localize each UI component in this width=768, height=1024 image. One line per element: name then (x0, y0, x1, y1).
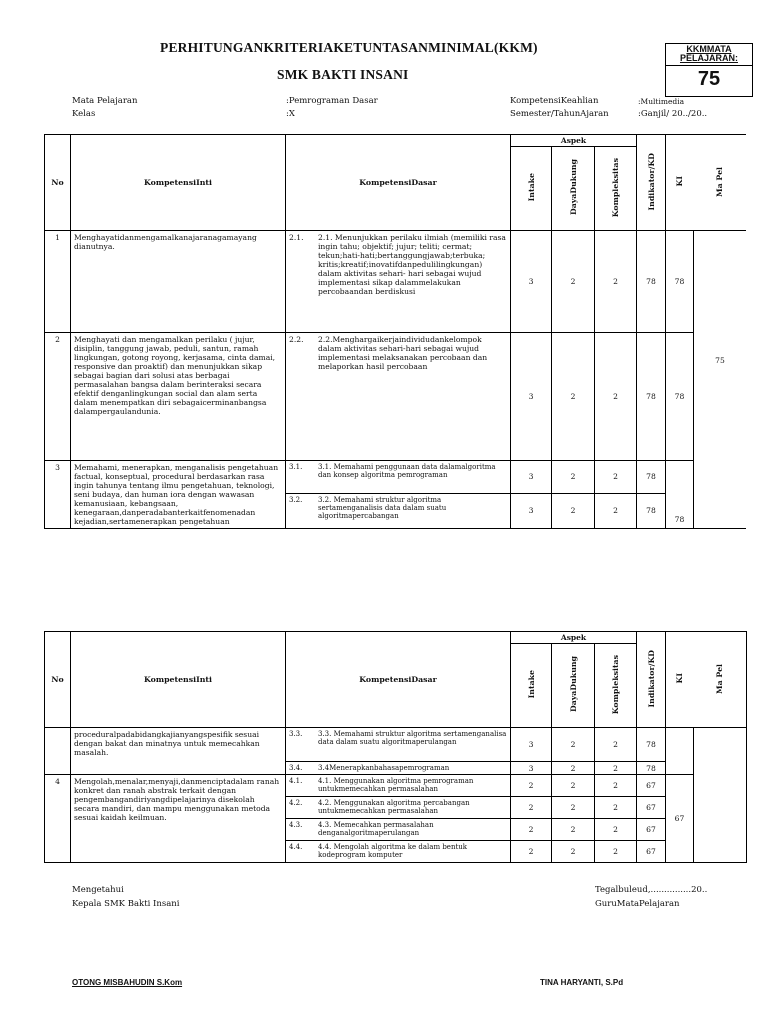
kd-cell (286, 728, 511, 762)
daya-dukung-value: 2 (552, 775, 595, 797)
daya-dukung-value: 2 (552, 461, 595, 494)
kompleksitas-value: 2 (595, 819, 637, 841)
kd-cell (286, 841, 511, 863)
kompetensi-label: KompetensiKeahlian (510, 96, 599, 106)
kompleksitas-value: 2 (595, 762, 637, 775)
indikator-value: 78 (637, 333, 666, 461)
kd-text: 2.2.Menghargaikerjaindividudankelompok dalam aktivitas sehari-hari sebagai wujud implementasi melaksanakan percobaan dan melaporkan hasil percobaan (318, 335, 488, 371)
kd-number: 4.2. (289, 799, 303, 807)
header-ki-col: KI (675, 673, 685, 684)
kd-number: 2.1. (289, 233, 304, 242)
intake-value: 2 (511, 841, 552, 863)
semester-value: :Ganjil/ 20../20.. (638, 109, 708, 119)
kd-number: 3.3. (289, 730, 303, 738)
kompleksitas-value: 2 (595, 797, 637, 819)
header-daya-dukung: DayaDukung (568, 656, 578, 713)
kkm-label-1: KKMMATA (686, 44, 732, 54)
indikator-value: 67 (637, 841, 666, 863)
kd-cell (286, 493, 511, 528)
kd-number: 3.2. (289, 495, 303, 504)
headmaster-name: OTONG MISBAHUDIN S.Kom (72, 978, 183, 987)
header-indikator: Indikator/KD (646, 152, 656, 211)
daya-dukung-value: 2 (552, 841, 595, 863)
intake-value: 2 (511, 775, 552, 797)
kd-number: 4.4. (289, 843, 303, 851)
row-no: 1 (45, 231, 71, 333)
table-row (45, 231, 747, 333)
row-no: 3 (45, 461, 71, 529)
intake-value: 3 (511, 493, 552, 528)
intake-value: 3 (511, 728, 552, 762)
row-no: 2 (45, 333, 71, 461)
teacher-name: TINA HARYANTI, S.Pd (540, 978, 624, 987)
kkm-value: 75 (697, 68, 721, 90)
kd-cell (286, 762, 511, 775)
mapel-value: :Pemrograman Dasar (286, 96, 378, 106)
table-row (45, 461, 747, 494)
table-row (45, 728, 747, 762)
ki-text: proceduralpadabidangkajianyangspesifik sesuai dengan bakat dan minatnya untuk memecahkan masalah. (71, 728, 286, 775)
daya-dukung-value: 2 (552, 333, 595, 461)
header-aspek: Aspek (511, 135, 637, 147)
indikator-value: 67 (637, 819, 666, 841)
header-kompleksitas: Kompleksitas (611, 157, 620, 218)
header-ki-col: KI (675, 176, 685, 187)
kompleksitas-value: 2 (595, 333, 637, 461)
table-row (45, 333, 747, 461)
header-kd: KompetensiDasar (286, 632, 511, 728)
kkm-table-2 (44, 631, 747, 863)
header-mapel-col: Ma Pel (715, 663, 725, 694)
daya-dukung-value: 2 (552, 493, 595, 528)
header-aspek: Aspek (511, 632, 637, 644)
intake-value: 2 (511, 819, 552, 841)
intake-value: 3 (511, 461, 552, 494)
daya-dukung-value: 2 (552, 819, 595, 841)
kompleksitas-value: 2 (595, 231, 637, 333)
sign-right-line-2: GuruMataPelajaran (595, 899, 680, 909)
document-title: PERHITUNGANKRITERIAKETUNTASANMINIMAL(KKM) (160, 40, 538, 55)
ki-text: Mengolah,menalar,menyaji,danmenciptadalam ranah konkret dan ranah abstrak terkait dengan pengembangandiriyangdipelajarinya disekolah secara mandiri, dan mampu menggunakan metoda sesuai kaidah keilmuan. (71, 775, 286, 863)
kd-number: 3.1. (289, 463, 303, 471)
semester-label: Semester/TahunAjaran (510, 109, 609, 119)
kd-number: 4.1. (289, 777, 303, 785)
kd-text: 4.4. Mengolah algoritma ke dalam bentuk kodeprogram komputer (318, 843, 468, 859)
header-indikator: Indikator/KD (646, 649, 656, 708)
header-daya-dukung: DayaDukung (568, 159, 578, 216)
kd-text: 3.1. Memahami penggunaan data dalamalgoritma dan konsep algoritma pemrograman (318, 463, 496, 479)
intake-value: 3 (511, 762, 552, 775)
header-kd: KompetensiDasar (286, 135, 511, 231)
kompleksitas-value: 2 (595, 841, 637, 863)
kompleksitas-value: 2 (595, 461, 637, 494)
daya-dukung-value: 2 (552, 728, 595, 762)
ki-text: Menghayatidanmengamalkanajaranagamayang dianutnya. (71, 231, 286, 333)
header-intake: Intake (526, 173, 536, 202)
header-ki: KompetensiInti (71, 632, 286, 728)
kd-cell (286, 819, 511, 841)
indikator-value: 78 (637, 231, 666, 333)
indikator-value: 78 (637, 461, 666, 494)
table-row (45, 775, 747, 797)
ki-value: 67 (666, 775, 694, 863)
kd-text: 3.3. Memahami struktur algoritma sertamenganalisa data dalam suatu algoritmaperulangan (318, 730, 507, 746)
sign-left-line-1: Mengetahui (72, 885, 124, 895)
header-no: No (45, 135, 71, 231)
indikator-value: 78 (637, 728, 666, 762)
kd-text: 4.1. Menggunakan algoritma pemrograman untukmemecahkan permasalahan (318, 777, 474, 793)
mapel-value: 75 (694, 231, 746, 529)
header-ki: KompetensiInti (71, 135, 286, 231)
ki-value: 78 (666, 231, 694, 333)
kd-text: 3.2. Memahami struktur algoritma sertamenganalisis data dalam suatu algoritmapercabangan (318, 495, 447, 520)
kd-number: 3.4. (289, 764, 303, 772)
kd-number: 4.3. (289, 821, 303, 829)
daya-dukung-value: 2 (552, 231, 595, 333)
kd-cell (286, 797, 511, 819)
kkm-table-2-wrapper (44, 631, 746, 863)
kelas-label: Kelas (72, 109, 96, 119)
ki-value: 78 (666, 461, 694, 529)
row-no (45, 728, 71, 775)
daya-dukung-value: 2 (552, 762, 595, 775)
kelas-value: :X (286, 109, 295, 119)
kkm-table-1-wrapper (44, 134, 746, 529)
indikator-value: 78 (637, 493, 666, 528)
header-kompleksitas: Kompleksitas (611, 654, 620, 715)
kkm-table-1 (44, 134, 746, 529)
header-no: No (45, 632, 71, 728)
indikator-value: 78 (637, 762, 666, 775)
school-name: SMK BAKTI INSANI (277, 67, 409, 82)
kompleksitas-value: 2 (595, 775, 637, 797)
kd-text: 3.4Menerapkanbahasapemrograman (318, 764, 450, 772)
kd-cell (286, 231, 511, 333)
intake-value: 2 (511, 797, 552, 819)
kompleksitas-value: 2 (595, 728, 637, 762)
intake-value: 3 (511, 333, 552, 461)
daya-dukung-value: 2 (552, 797, 595, 819)
ki-text: Menghayati dan mengamalkan perilaku ( jujur, disiplin, tanggung jawab, peduli, santun, ramah lingkungan, gotong royong, kerjasama, cinta damai, responsive dan proaktif) dan menunjukkan sikap sebagai bagian dari solusi atas berbagai permasalahan bangsa dalam berinteraksi secara efektif denganlingkungan social dan alam serta dalam menempatkan diri sebagaicerminanbangsa dalampergaulandunia. (71, 333, 286, 461)
kd-number: 2.2. (289, 335, 304, 344)
kkm-box (665, 43, 753, 97)
intake-value: 3 (511, 231, 552, 333)
ki-value: 78 (666, 333, 694, 461)
kd-cell (286, 461, 511, 494)
sign-right-line-1: Tegalbuleud,...............20.. (595, 885, 708, 895)
kd-text: 4.3. Memecahkan permasalahan denganalgoritmaperulangan (318, 821, 434, 837)
kkm-label-2: PELAJARAN: (679, 53, 738, 63)
header-mapel-col: Ma Pel (715, 166, 725, 197)
header-intake: Intake (526, 670, 536, 699)
kd-cell (286, 775, 511, 797)
sign-left-line-2: Kepala SMK Bakti Insani (72, 899, 180, 909)
kd-text: 2.1. Menunjukkan perilaku ilmiah (memiliki rasa ingin tahu; objektif; jujur; teliti; cermat; tekun;hati-hati;bertanggungjawab;terbuka; kritis;kreatif;inovatifdanpedulilingkungan) dalam aktivitas sehari- hari sebagai wujud implementasi sikap dalammelakukan percobaandan berdiskusi (318, 233, 506, 296)
kd-cell (286, 333, 511, 461)
ki-text: Memahami, menerapkan, menganalisis pengetahuan factual, konseptual, procedural berdasarkan rasa ingin tahunya tentang ilmu pengetahuan, teknologi, seni budaya, dan human iora dengan wawasan kemanusiaan, kebangsaan, kenegaraan,danperadabanterkaitfenomenadan kejadian,sertamenerapkan pengetahuan (71, 461, 286, 529)
indikator-value: 67 (637, 797, 666, 819)
row-no: 4 (45, 775, 71, 863)
kompetensi-value: :Multimedia (638, 97, 685, 106)
mapel-label: Mata Pelajaran (72, 96, 138, 106)
indikator-value: 67 (637, 775, 666, 797)
kd-text: 4.2. Menggunakan algoritma percabangan untukmemecahkan permasalahan (318, 799, 470, 815)
kompleksitas-value: 2 (595, 493, 637, 528)
